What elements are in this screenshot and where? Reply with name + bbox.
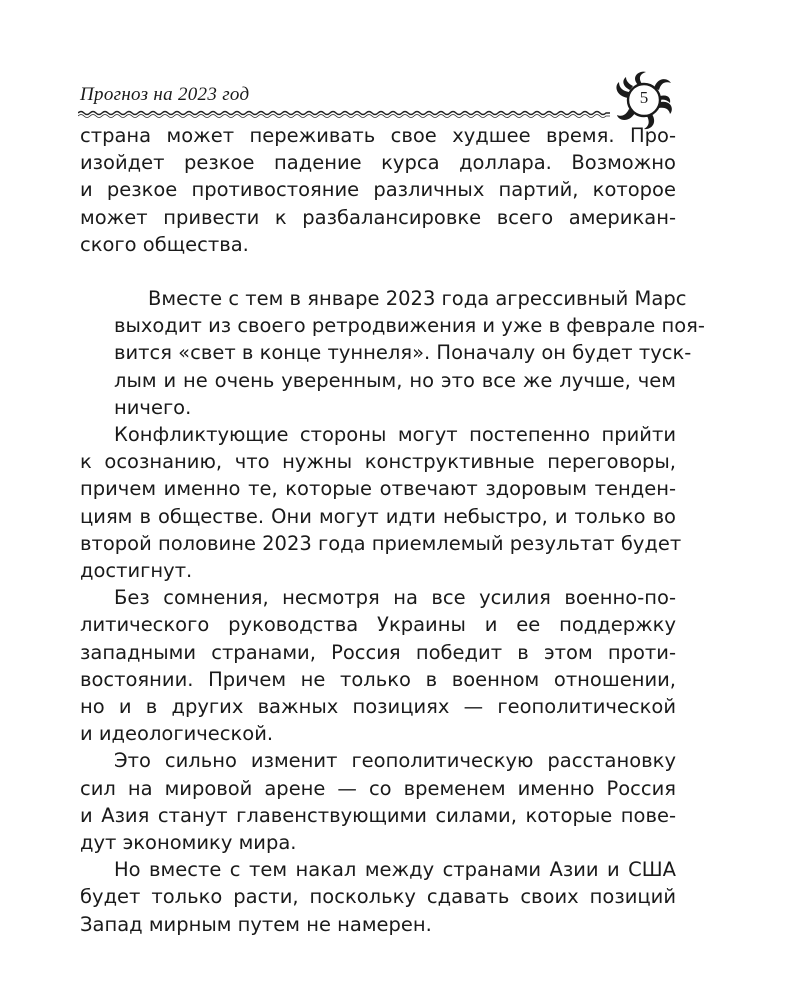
paragraph [80, 584, 676, 747]
text-line: и идеологической. [80, 722, 274, 746]
text-line: Вместе с тем в январе 2023 года агрессивный Марс [148, 287, 687, 311]
paragraph [80, 122, 676, 258]
text-line: и резкое противостояние различных партий, которое [80, 178, 676, 202]
text-line: Но вместе с тем накал между странами Азии и США [114, 858, 676, 882]
text-line: причем именно те, которые отвечают здоровым тенден- [80, 477, 676, 501]
body-text [80, 122, 705, 938]
text-line: и Азия станут главенствующими силами, которые пове- [80, 803, 676, 827]
text-line: будет только расти, поскольку сдавать своих позиций [80, 885, 676, 909]
header-wavy-rule [78, 109, 610, 119]
text-line: выходит из своего ретродвижения и уже в феврале поя- [114, 314, 705, 338]
text-line: достигнут. [80, 559, 193, 583]
text-line: Запад мирным путем не намерен. [80, 912, 432, 936]
page-number: 5 [639, 88, 649, 107]
text-line: изойдет резкое падение курса доллара. Возможно [80, 151, 676, 175]
text-line: страна может переживать свое худшее время. Про- [80, 124, 676, 147]
text-line: вится «свет в конце туннеля». Поначалу он будет туск- [114, 341, 692, 365]
text-line: западными странами, Россия победит в этом проти- [80, 640, 676, 664]
text-line: востоянии. Причем не только в военном отношении, [80, 667, 676, 691]
text-line: литического руководства Украины и ее поддержку [80, 613, 676, 637]
text-line: циям в обществе. Они могут идти небыстро, и только во [80, 504, 676, 528]
text-line: к осознанию, что нужны конструктивные переговоры, [80, 450, 676, 474]
text-line: Без сомнения, несмотря на все усилия военно-по- [114, 586, 676, 610]
text-line: Это сильно изменит геополитическую расстановку [114, 749, 676, 773]
text-line: дут экономику мира. [80, 831, 297, 855]
text-line: Конфликтующие стороны могут постепенно прийти [114, 423, 676, 447]
text-line: сил на мировой арене — со временем именно Россия [80, 776, 676, 800]
running-title: Прогноз на 2023 год [80, 84, 250, 105]
text-line: но и в других важных позициях — геополитической [80, 695, 676, 719]
text-line: ничего. [114, 395, 192, 419]
paragraph [80, 285, 705, 421]
text-line: ского общества. [80, 232, 249, 256]
text-line: может привести к разбалансировке всего американ- [80, 205, 676, 229]
paragraph [80, 421, 682, 584]
text-line: второй половине 2023 года приемлемый результат будет [80, 531, 682, 555]
paragraph [80, 856, 676, 938]
text-line: лым и не очень уверенным, но это все же лучше, чем [114, 368, 676, 392]
paragraph [80, 747, 676, 856]
